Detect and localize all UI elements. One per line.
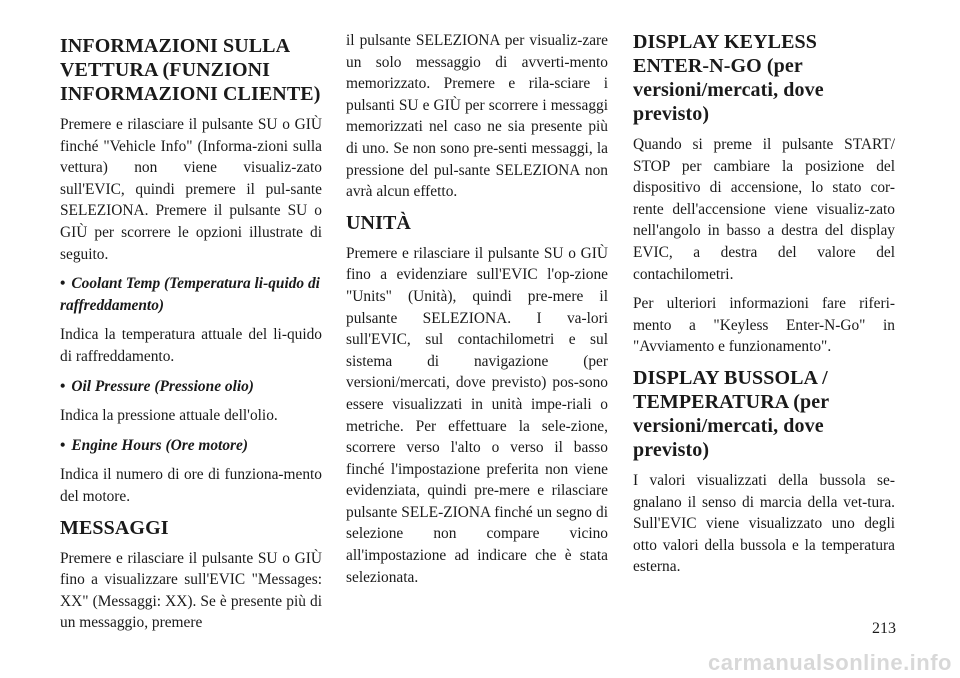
watermark: carmanualsonline.info — [708, 650, 952, 675]
heading-bussola: DISPLAY BUSSOLA / TEMPERATURA (per versioni/mercati, dove previsto) — [633, 366, 829, 461]
column-2 — [346, 30, 608, 596]
heading-vehicle-info: INFORMAZIONI SULLA VETTURA (FUNZIONI INFORMAZIONI CLIENTE) — [60, 35, 321, 105]
heading-messaggi: MESSAGGI — [60, 516, 169, 539]
heading-unita: UNITÀ — [346, 211, 411, 234]
column-1 — [60, 30, 322, 642]
bullet-engine-hours — [60, 435, 322, 457]
paragraph-engine: Indica il numero di ore di funziona-mento del motore. — [60, 466, 322, 505]
paragraph-vehicle-info: Premere e rilasciare il pulsante SU o GIÙ finché "Vehicle Info" (Informa-zioni sulla vettura) non viene visualiz-zato sull'EVIC, quindi premere il pul-sante SELEZIONA. Premere il pulsante SU o GIÙ per scorrere le opzioni illustrate di seguito. — [60, 116, 322, 263]
paragraph-keyless-2: Per ulteriori informazioni fare riferi-mento a "Keyless Enter-N-Go" in "Avviamento e funzionamento". — [633, 295, 895, 356]
bullet-dot-icon: • — [60, 377, 66, 395]
column-3 — [633, 30, 895, 586]
bullet-dot-icon: • — [60, 436, 66, 454]
heading-keyless: DISPLAY KEYLESS ENTER-N-GO (per versioni/mercati, dove previsto) — [633, 31, 824, 125]
paragraph-coolant: Indica la temperatura attuale del li-quido di raffreddamento. — [60, 326, 322, 365]
bullet-coolant-label: Coolant Temp (Temperatura li-quido di raffreddamento) — [60, 275, 320, 314]
paragraph-unita: Premere e rilasciare il pulsante SU o GIÙ fino a evidenziare sull'EVIC l'op-zione "Units" (Unità), quindi pre-mere il pulsante SELEZIONA. I va-lori sull'EVIC, sul contachilometri e sul sistema di navigazione (per versioni/mercati, dove previsto) pos-sono essere visualizzati in unità impe-riali o metriche. Per effettuare la sele-zione, scorrere verso l'alto o verso il basso finché l'impostazione preferita non viene evidenziata, quindi pre-mere e rilasciare pulsante SELE-ZIONA finché un segno di selezione non compare vicino all'impostazione ad indicare che è stata selezionata. — [346, 244, 608, 586]
paragraph-bussola: I valori visualizzati della bussola se-gnalano il senso di marcia della vet-tura. Sull'EVIC viene visualizzato uno degli otto valori della bussola e la temperatura esterna. — [633, 471, 895, 576]
page-number: 213 — [872, 620, 896, 637]
bullet-dot-icon: • — [60, 275, 66, 293]
paragraph-keyless-1: Quando si preme il pulsante START/ STOP per cambiare la posizione del dispositivo di accensione, lo stato cor-rente dell'accensione viene visualiz-zato nell'angolo in basso a destra del display EVIC, a destra del valore del contachilometri. — [633, 136, 895, 283]
bullet-engine-label: Engine Hours (Ore motore) — [71, 436, 248, 454]
paragraph-oil: Indica la pressione attuale dell'olio. — [60, 407, 278, 425]
paragraph-messaggi: Premere e rilasciare il pulsante SU o GIÙ fino a visualizzare sull'EVIC "Messages: XX" (Messaggi: XX). Se è presente più di un messaggio, premere — [60, 549, 322, 632]
bullet-oil-pressure — [60, 376, 322, 398]
bullet-coolant-temp — [60, 273, 322, 316]
bullet-oil-label: Oil Pressure (Pressione olio) — [71, 377, 254, 395]
paragraph-messaggi-continued: il pulsante SELEZIONA per visualiz-zare un solo messaggio di avverti-mento memorizzato. Premere e rila-sciare i pulsanti SU e GIÙ per scorrere i messaggi memorizzati nel caso ne sia presente più di uno. Se non sono pre-senti messaggi, la pressione del pul-sante SELEZIONA non avrà alcun effetto. — [346, 32, 608, 201]
